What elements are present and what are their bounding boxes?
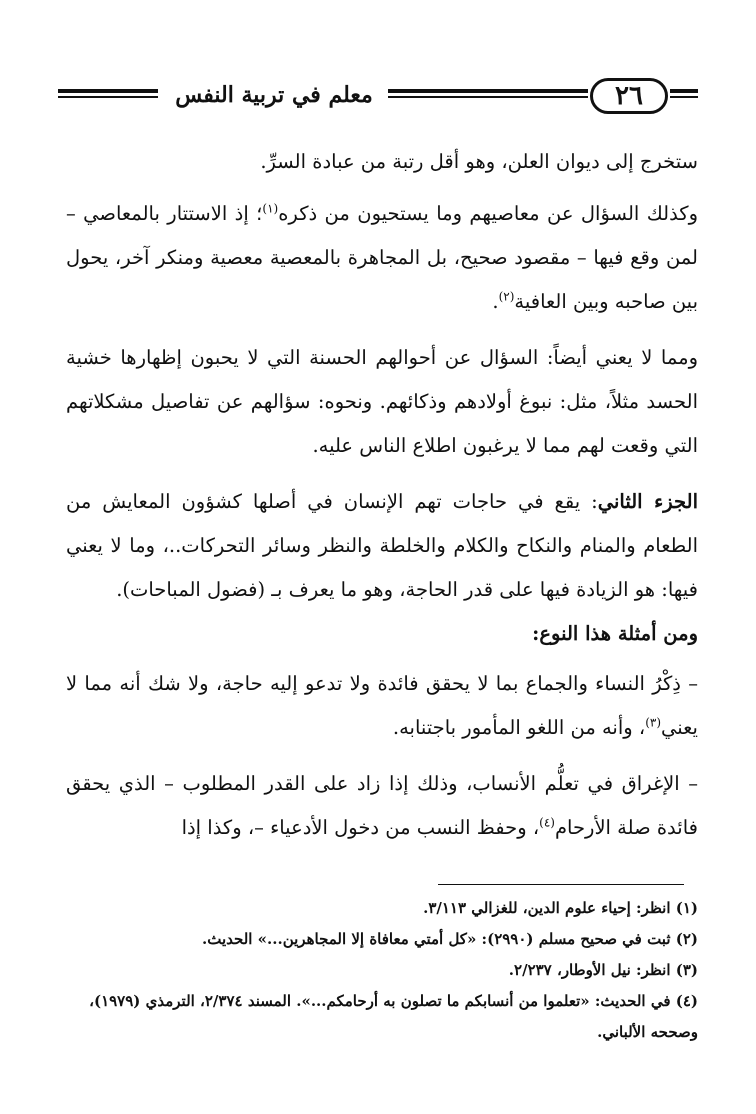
footnote-ref-4[interactable]: (٤): [539, 815, 555, 830]
footnotes: [66, 893, 698, 1048]
body-text: [66, 140, 698, 850]
footnote-4: (٤) في الحديث: «تعلموا من أنسابكم ما تصلون به أرحامكم...». المسند ٢/٣٧٤، الترمذي (١٩٧٩)، وصححه الألباني.: [89, 992, 698, 1041]
footnote-2: (٢) ثبت في صحيح مسلم (٢٩٩٠): «كل أمتي معافاة إلا المجاهرين...» الحديث.: [202, 930, 698, 948]
footnote-1: (١) انظر: إحياء علوم الدين، للغزالي ٣/١١٣.: [423, 899, 698, 917]
footnote-ref-3[interactable]: (٣): [645, 715, 662, 730]
paragraph-5: ومن أمثلة هذا النوع:: [532, 622, 698, 645]
paragraph-7: – الإغراق في تعلُّم الأنساب، وذلك إذا زاد على القدر المطلوب – الذي يحقق فائدة صلة الأرحام$^{(٤)}$، وحفظ النسب من دخول الأدعياء –، وكذا إذا: [66, 772, 698, 839]
footnote-separator: [438, 884, 684, 885]
paragraph-6: – ذِكْرُ النساء والجماع بما لا يحقق فائدة ولا تدعو إليه حاجة، ولا شك أنه مما لا يعني$^{(٣)}$، وأنه من اللغو المأمور باجتنابه.: [66, 672, 698, 739]
paragraph-2: وكذلك السؤال عن معاصيهم وما يستحيون من ذكره$^{(١)}$؛ إذ الاستتار بالمعاصي – لمن وقع فيها – مقصود صحيح، بل المجاهرة بالمعصية معصية ومنكر آخر، يحول بين صاحبه وبين العافية$^{(٢)}$.: [66, 201, 699, 313]
running-title: معلم في تربية النفس: [175, 82, 373, 108]
page-number: ٢٦: [590, 78, 668, 114]
header-rule-far-right: [670, 89, 698, 101]
footnote-ref-2[interactable]: (٢): [498, 289, 515, 304]
header-rule-right: [388, 89, 588, 101]
page-header: [58, 78, 698, 122]
footnote-3: (٣) انظر: نيل الأوطار، ٢/٢٣٧.: [508, 961, 698, 979]
paragraph-1: ستخرج إلى ديوان العلن، وهو أقل رتبة من عبادة السرِّ.: [260, 150, 698, 173]
header-rule-left: [58, 89, 158, 101]
paragraph-3: ومما لا يعني أيضاً: السؤال عن أحوالهم الحسنة التي لا يحبون إظهارها خشية الحسد مثلاً، مثل: نبوغ أولادهم وذكائهم. ونحوه: سؤالهم عن تفاصيل مشكلاتهم التي وقعت لهم مما لا يرغبون اطلاع الناس عليه.: [66, 346, 698, 457]
section-label: الجزء الثاني: [597, 490, 699, 513]
footnote-ref-1[interactable]: (١): [262, 201, 279, 216]
paragraph-4: الجزء الثاني: يقع في حاجات تهم الإنسان في أصلها كشؤون المعايش من الطعام والمنام والنكاح والكلام والخلطة والنظر وسائر التحركات..، وما لا يعني فيها: هو الزيادة فيها على قدر الحاجة، وهو ما يعرف بـ (فضول المباحات).: [66, 490, 699, 601]
